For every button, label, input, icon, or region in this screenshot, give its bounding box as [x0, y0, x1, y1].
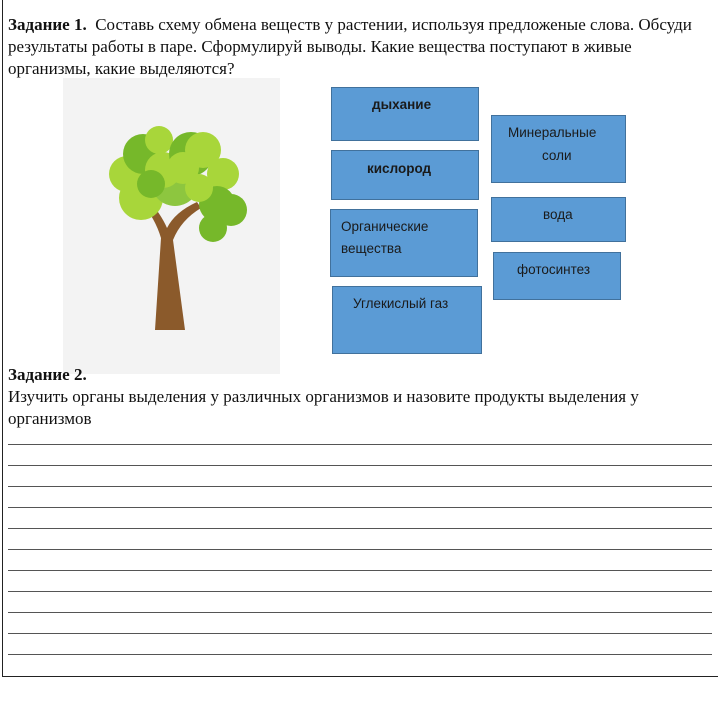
task1-text: Составь схему обмена веществ у растении, используя предложеные слова. Обсуди результаты работы в паре. Сформулируй выводы. Какие вещества поступают в живые организмы, какие выделяются?	[8, 15, 692, 78]
answer-line-3[interactable]	[8, 486, 712, 487]
task1-title: Задание 1.	[8, 15, 87, 34]
answer-line-9[interactable]	[8, 612, 712, 613]
box-organic: Органические вещества	[330, 209, 478, 277]
answer-line-2[interactable]	[8, 465, 712, 466]
box-co2: Углекислый газ	[332, 286, 482, 354]
box-voda: вода	[491, 197, 626, 242]
answer-line-6[interactable]	[8, 549, 712, 550]
task2-title-line	[8, 364, 87, 386]
answer-line-7[interactable]	[8, 570, 712, 571]
answer-line-10[interactable]	[8, 633, 712, 634]
task1-paragraph	[8, 14, 708, 80]
box-fotosintez: фотосинтез	[493, 252, 621, 300]
box-kislorod: кислород	[331, 150, 479, 200]
task2-text: Изучить органы выделения у различных организмов и назовите продукты выделения у организмов	[8, 387, 639, 428]
answer-line-8[interactable]	[8, 591, 712, 592]
box-dyhanie: дыхание	[331, 87, 479, 141]
answer-line-1[interactable]	[8, 444, 712, 445]
box-mineral-salts: Минеральные соли	[491, 115, 626, 183]
answer-line-4[interactable]	[8, 507, 712, 508]
tree-icon	[63, 78, 280, 374]
task2-title: Задание 2.	[8, 365, 87, 384]
tree-illustration-panel	[63, 78, 280, 374]
answer-line-5[interactable]	[8, 528, 712, 529]
answer-line-11[interactable]	[8, 654, 712, 655]
